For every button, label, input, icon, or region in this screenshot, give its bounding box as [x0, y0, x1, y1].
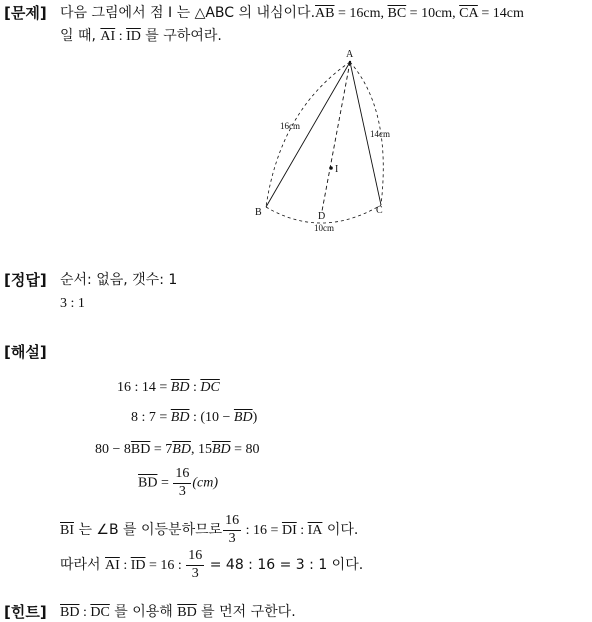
explanation-line-6: [60, 549, 363, 581]
hint-text: 를 이용해: [109, 604, 178, 620]
line6-text: 따라서: [60, 557, 106, 574]
fraction-16-3: [173, 467, 191, 499]
length-bc: = 10cm,: [406, 6, 460, 21]
line6-colon: :: [119, 558, 131, 574]
explanation-label: [해설]: [4, 343, 47, 361]
label-ac-length: 14cm: [370, 129, 390, 139]
line6-eq: = 16 :: [145, 558, 186, 574]
segment-ab: $\overline{AB}$: [315, 6, 335, 21]
eq3-left: 80 − 8: [95, 442, 131, 457]
line5-text: 는 ∠B 를 이등분하므로: [74, 522, 223, 539]
side-ab: [266, 62, 350, 207]
hint-colon: :: [79, 605, 91, 620]
length-ab: = 16cm,: [334, 6, 388, 21]
label-ab-length: 16cm: [280, 121, 300, 131]
fraction-denominator: 3: [191, 565, 199, 581]
segment-bd: $\overline{BD}$: [138, 475, 158, 491]
ratio-colon: :: [115, 29, 127, 44]
segment-dc: $\overline{DC}$: [200, 380, 220, 395]
problem-text: 다음 그림에서 점 I 는 △ABC 의 내심이다.: [60, 5, 316, 21]
segment-dc: $\overline{DC}$: [90, 605, 110, 620]
segment-bd: $\overline{BD}$: [177, 605, 197, 620]
length-ca: = 14cm: [477, 6, 524, 21]
eq4-eq: =: [157, 475, 173, 491]
eq2-mid: : (10 −: [189, 410, 234, 425]
segment-bd: $\overline{BD}$: [170, 410, 190, 425]
answer-label: [정답]: [4, 271, 47, 289]
eq1-left: 16 : 14 =: [117, 380, 171, 395]
fraction-numerator: 16: [223, 514, 241, 531]
bisector-ad: [322, 62, 350, 211]
segment-ai: $\overline{AI}$: [100, 29, 116, 44]
eq2-end: ): [252, 410, 258, 425]
line5-colon: :: [296, 523, 308, 539]
hint-label: [힌트]: [4, 603, 47, 621]
vertex-a-point: [349, 61, 351, 63]
fraction-denominator: 3: [228, 530, 236, 546]
segment-id: $\overline{ID}$: [130, 558, 146, 574]
eq3-end: = 80: [230, 442, 260, 457]
equation-row-2: [131, 410, 257, 426]
segment-ai: $\overline{AI}$: [105, 558, 120, 574]
hint-text-line: [60, 601, 296, 621]
segment-bd: $\overline{BD}$: [130, 442, 151, 457]
label-bc-length: 10cm: [314, 223, 334, 233]
triangle-figure: [0, 0, 592, 245]
segment-ia: $\overline{IA}$: [307, 523, 323, 539]
problem-text-2: 일 때,: [60, 28, 101, 44]
fraction-denominator: 3: [178, 483, 186, 499]
segment-bd: $\overline{BD}$: [233, 410, 253, 425]
eq4-unit: (cm): [192, 475, 219, 491]
fraction-numerator: 16: [186, 549, 204, 566]
problem-question: 를 구하여라.: [140, 28, 222, 44]
segment-bd: $\overline{BD}$: [172, 442, 191, 457]
fraction-numerator: 16: [173, 467, 191, 484]
point-d-label: D: [318, 211, 326, 222]
segment-bd: $\overline{BD}$: [211, 442, 231, 457]
eq1-colon: :: [189, 380, 201, 395]
hint-end: 를 먼저 구한다.: [196, 604, 296, 620]
line5-end: 이다.: [322, 522, 359, 539]
line6-result: = 48 : 16 = 3 : 1 이다.: [205, 557, 364, 574]
segment-bi: $\overline{BI}$: [60, 523, 74, 539]
eq3-eq: = 7: [150, 442, 173, 457]
eq2-left: 8 : 7 =: [131, 410, 171, 425]
fraction-16-3: [186, 549, 204, 581]
vertex-c-label: C: [376, 205, 383, 216]
equation-row-1: [117, 380, 220, 396]
segment-ca: $\overline{CA}$: [459, 6, 478, 21]
point-i-label: I: [335, 164, 339, 175]
segment-di: $\overline{DI}$: [281, 523, 297, 539]
equation-row-3: [95, 442, 260, 458]
fraction-16-3: [223, 514, 241, 546]
eq3-comma: , 15: [190, 442, 212, 457]
vertex-a-label: A: [346, 49, 354, 60]
segment-id: $\overline{ID}$: [126, 29, 141, 44]
problem-label: [문제]: [4, 4, 47, 22]
incenter-point: [329, 166, 333, 170]
explanation-line-5: [60, 514, 358, 546]
equation-row-4: [138, 467, 218, 499]
segment-bc: $\overline{BC}$: [387, 6, 407, 21]
segment-bd: $\overline{BD}$: [60, 605, 80, 620]
line5-eq: : 16 =: [242, 523, 282, 539]
vertex-b-label: B: [255, 207, 262, 218]
answer-value: 3 : 1: [60, 296, 85, 311]
segment-bd: $\overline{BD}$: [170, 380, 190, 395]
answer-meta: 순서: 없음, 갯수: 1: [60, 272, 178, 288]
